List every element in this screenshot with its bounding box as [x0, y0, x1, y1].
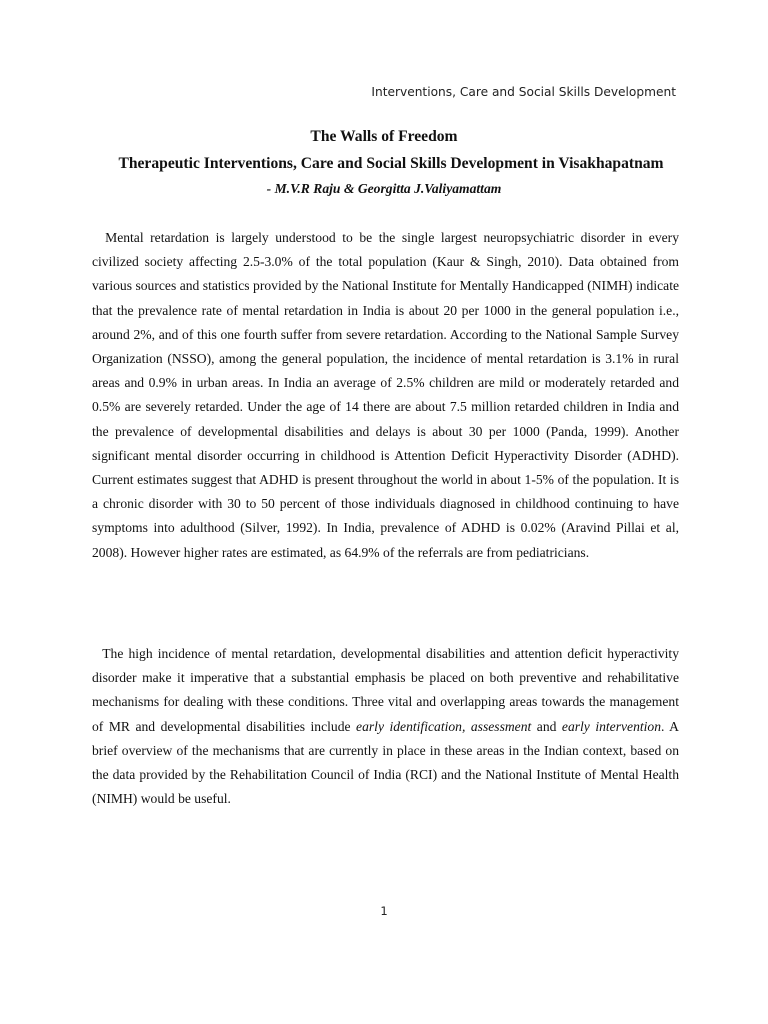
paragraph-2-text-before: The high incidence of mental retardation, developmental disabilities and attention deficit hyperactivity disorder make it imperative that a substantial emphasis be placed on both preventive and rehabilitative mechanisms for dealing with these conditions. Three vital and overlapping areas towards the management of MR and developmental disabilities include [92, 646, 679, 734]
body-paragraph-2 [92, 642, 679, 811]
running-header: Interventions, Care and Social Skills Development [371, 85, 676, 99]
article-authors: - M.V.R Raju & Georgitta J.Valiyamattam [266, 181, 502, 196]
page-number: 1 [380, 904, 388, 918]
paragraph-2-text-middle: and [531, 718, 562, 734]
article-title: The Walls of Freedom [310, 128, 458, 145]
paragraph-2-text-after: . A brief overview of the mechanisms that are currently in place in these areas in the Indian context, based on the data provided by the Rehabilitation Council of India (RCI) and the National Institute of Mental Health (NIMH) would be useful. [92, 718, 679, 807]
emphasis-early-identification: early identification, assessment [356, 718, 532, 734]
body-paragraph-1: Mental retardation is largely understood to be the single largest neuropsychiatric disorder in every civilized society affecting 2.5-3.0% of the total population (Kaur & Singh, 2010). Data obtained from various sources and statistics provided by the National Institute for Mentally Handicapped (NIMH) indicate that the prevalence rate of mental retardation in India is about 20 per 1000 in the general population i.e., around 2%, and of this one fourth suffer from severe retardation. According to the National Sample Survey Organization (NSSO), among the general population, the incidence of mental retardation is 3.1% in rural areas and 0.9% in urban areas. In India an average of 2.5% children are mild or moderately retarded and 0.5% are severely retarded. Under the age of 14 there are about 7.5 million retarded children in India and the prevalence of developmental disabilities and delays is about 30 per 1000 (Panda, 1999). Another significant mental disorder occurring in childhood is Attention Deficit Hyperactivity Disorder (ADHD). Current estimates suggest that ADHD is present throughout the world in about 1-5% of the population. It is a chronic disorder with 30 to 50 percent of those individuals diagnosed in childhood continuing to have symptoms into adulthood (Silver, 1992). In India, prevalence of ADHD is 0.02% (Aravind Pillai et al, 2008). However higher rates are estimated, as 64.9% of the referrals are from pediatricians. [92, 230, 679, 560]
emphasis-early-intervention: early intervention [561, 718, 662, 734]
article-subtitle: Therapeutic Interventions, Care and Social Skills Development in Visakhapatnam [118, 155, 664, 172]
